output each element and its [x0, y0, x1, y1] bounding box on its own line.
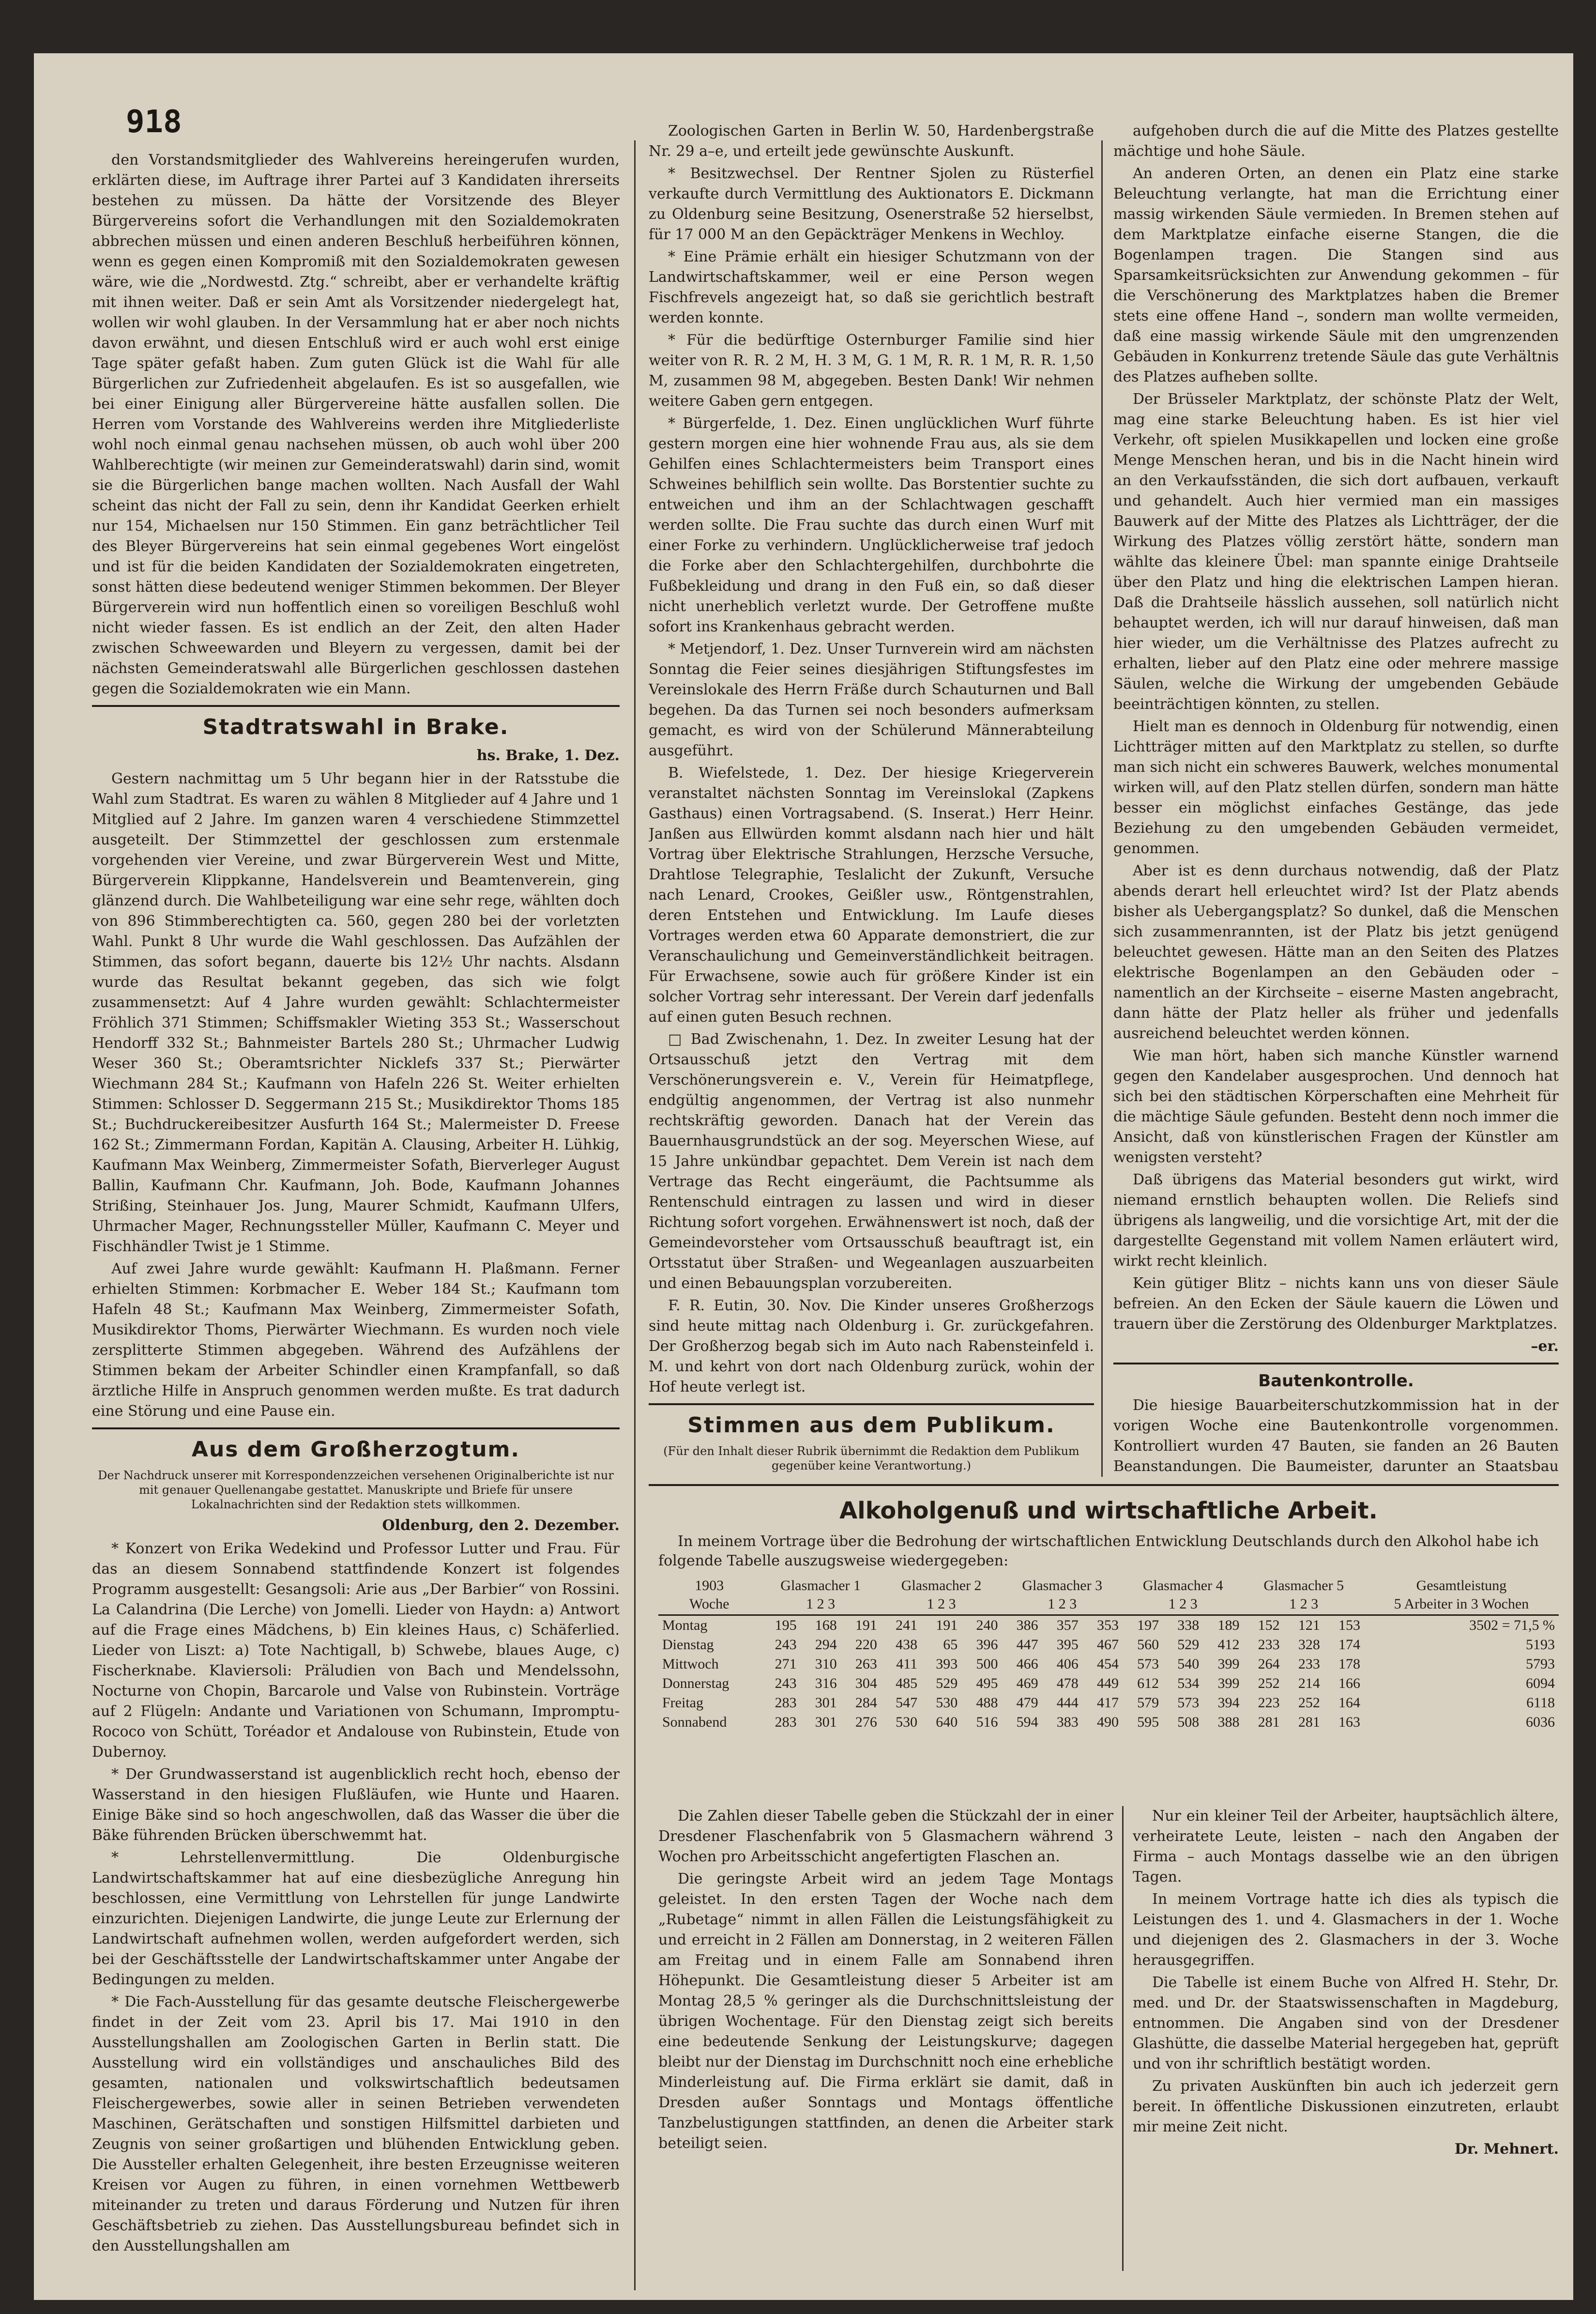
table-cell: 294 — [815, 1637, 837, 1653]
table-cell: 271 — [775, 1656, 797, 1672]
table-cell: 163 — [1338, 1714, 1360, 1730]
table-cell-day: Montag — [662, 1617, 708, 1633]
table-cell: 233 — [1258, 1637, 1280, 1653]
table-cell-total: 6118 — [1526, 1695, 1555, 1711]
alkohol-intro: In meinem Vortrage über die Bedrohung der wirtschaftlichen Entwicklung Deutschlands durch den Alkohol habe ich folgende Tabelle auszugsweise wiedergegeben: — [658, 1533, 1539, 1569]
paragraph: * Besitzwechsel. Der Rentner Sjolen zu Rüsterfiel verkaufte durch Vermittlung des Auktionators E. Dickmann zu Oldenburg seine Besitzung, Osenerstraße 52 hierselbst, für 17 000 M an den Gepäckträger Menkens in Wechloy. — [649, 165, 1094, 243]
table-cell: 281 — [1258, 1714, 1280, 1730]
table-cell: 197 — [1137, 1617, 1159, 1633]
table-cell: 240 — [976, 1617, 998, 1633]
table-cell-total: 5193 — [1526, 1637, 1555, 1653]
table-cell: 530 — [936, 1695, 958, 1711]
table-cell: 417 — [1096, 1695, 1119, 1711]
publikum-note: (Für den Inhalt dieser Rubrik übernimmt die Redaktion dem Publikum gegenüber keine Verantwortung.) — [663, 1444, 1079, 1472]
table-cell: 495 — [976, 1675, 998, 1691]
divider — [92, 1427, 620, 1429]
col1-intro — [92, 150, 620, 699]
table-cell: 357 — [1056, 1617, 1079, 1633]
alkohol-text-left — [658, 1806, 1113, 2271]
table-cell: 121 — [1298, 1617, 1320, 1633]
table-cell: 438 — [896, 1637, 918, 1653]
paragraph: Aber ist es denn durchaus notwendig, daß der Platz abends derart hell erleuchtet wird? Ist der Platz abends bisher als Uebergangsplatz? So dunkel, daß die Menschen sich zusammenrannten, ist der Platz bis jetzt genügend beleuchtet gewesen. Hätte man an den Seiten des Platzes elektrische Bogenlampen an den Gebäuden oder – namentlich an der Kirchseite – eiserne Masten angebracht, dann hätte der Platz heller als früher und jedenfalls ausreichend beleuchtet werden können. — [1113, 862, 1559, 1042]
publikum-heading: Stimmen aus dem Publikum. — [687, 1413, 1055, 1438]
brake-dateline: hs. Brake, 1. Dez. — [476, 747, 620, 764]
oldenburg-dateline: Oldenburg, den 2. Dezember. — [382, 1517, 620, 1534]
table-cell: 353 — [1096, 1617, 1119, 1633]
paragraph: Zoologischen Garten in Berlin W. 50, Hardenbergstraße Nr. 29 a–e, und erteilt jede gewünschte Auskunft. — [649, 123, 1094, 160]
table-cell: 284 — [855, 1695, 877, 1711]
alkohol-section — [658, 1496, 1559, 1732]
table-cell: 579 — [1137, 1695, 1159, 1711]
table-cell: 490 — [1096, 1714, 1119, 1730]
table-header-year: 1903 Woche — [658, 1576, 760, 1615]
paragraph: * Bürgerfelde, 1. Dez. Einen unglücklichen Wurf führte gestern morgen eine hier wohnende Frau aus, als sie dem Gehilfen eines Schlachtermeisters beim Transport eines Schweines behilflich sein wollte. Das Borstentier suchte zu entweichen und ihm an der Schlachtwagen geschafft werden sollte. Die Frau suchte das durch einen Wurf mit einer Forke zu verhindern. Unglücklicherweise traf jedoch die Forke aber den Schlachtergehilfen, durchbohrte die Fußbekleidung und drang in den Fuß ein, so daß dieser nicht unerheblich verletzt wurde. Der Getroffene mußte sofort ins Krankenhaus gebracht werden. — [649, 415, 1094, 635]
paragraph: * Für die bedürftige Osternburger Familie sind hier weiter von R. R. 2 M, H. 3 M, G. 1 M, R. R. 1 M, R. R. 1,50 M, zusammen 98 M, abgegeben. Besten Dank! Wir nehmen weitere Gaben gern entgegen. — [649, 332, 1094, 410]
table-cell: 220 — [855, 1637, 877, 1653]
bautenkontrolle-heading: Bautenkontrolle. — [1258, 1371, 1414, 1391]
table-cell-day: Mittwoch — [662, 1656, 719, 1672]
table-cell: 395 — [1056, 1637, 1079, 1653]
paragraph: Wie man hört, haben sich manche Künstler warnend gegen den Kandelaber ausgesprochen. Und dennoch hat sich bei den städtischen Körperschaften eine Mehrheit für die mächtige Säule gefunden. Besteht denn noch immer die Ansicht, daß von künstlerischen Fragen der Künstler am wenigsten versteht? — [1113, 1047, 1559, 1166]
table-cell: 301 — [815, 1714, 837, 1730]
table-cell: 479 — [1016, 1695, 1038, 1711]
paragraph: Daß übrigens das Material besonders gut wirkt, wird niemand ernstlich behaupten wollen. Die Reliefs sind übrigens als langweilig, und die vorsichtige Art, mit der die dargestellte Gegenstand mit vollem Namen erläutert wird, wirkt recht kleinlich. — [1113, 1171, 1559, 1270]
table-cell: 252 — [1258, 1675, 1280, 1691]
table-cell: 388 — [1217, 1714, 1240, 1730]
table-top-rule — [649, 1484, 1559, 1486]
table-cell: 534 — [1177, 1675, 1200, 1691]
paragraph: * Lehrstellenvermittlung. Die Oldenburgische Landwirtschaftskammer hat auf eine diesbezügliche Anregung hin beschlossen, eine Vermittlung von Lehrstellen für junge Landwirte einzurichten. Diejenigen Landwirte, die junge Leute zur Erlernung der Landwirtschaft aufnehmen wollen, werden aufgefordert werden, sich bei der Geschäftsstelle der Landwirtschaftskammer unter Angabe der Bedingungen zu melden. — [92, 1849, 620, 1988]
paragraph: An anderen Orten, an denen ein Platz eine starke Beleuchtung verlangte, hat man die Errichtung einer massig wirkenden Säule vermieden. In Bremen stehen auf dem Marktplatze einfache eiserne Stangen, die die Bogenlampen tragen. Die Stangen sind aus Sparsamkeitsrücksichten zur Anwendung gekommen – für die Verschönerung des Marktplatzes haben die Bremer stets eine offene Hand –, sondern man wollte vermeiden, daß eine massig wirkende Säule mit den umgrenzenden Gebäuden in Konkurrenz tretende Säule das gute Verhältnis des Platzes aufheben sollte. — [1113, 165, 1559, 385]
table-cell: 152 — [1258, 1617, 1280, 1633]
paragraph: Zu privaten Auskünften bin auch ich jederzeit gern bereit. In öffentliche Diskussionen einzutreten, erlaubt mir meine Zeit nicht. — [1133, 2078, 1559, 2135]
paragraph: den Vorstandsmitglieder des Wahlvereins hereingerufen wurden, erklärten diese, im Auftrage ihrer Partei auf 3 Kandidaten ihrerseits bestehen zu müssen. Da hätte der Vorsitzende des Bleyer Bürgervereins sofort die Verhandlungen mit den Sozialdemokraten abbrechen müssen und einen anderen Beschluß herbeiführen können, wenn es gegen einen Kompromiß mit den Sozialdemokraten gewesen wäre, wie die „Nordwestd. Ztg.“ schreibt, aber er verhandelte kräftig mit ihnen weiter. Daß er sein Amt als Vorsitzender niedergelegt hat, wollen wir wohl glauben. In der Versammlung hat er aber noch nichts davon erwähnt, und diesen Entschluß wird er auch wohl erst einige Tage später gefaßt haben. Zum guten Glück ist die Wahl für alle Bürgerlichen zur Zufriedenheit abgelaufen. Es ist so ausgefallen, wie bei einer Einigung aller Bürgervereine hätte ausfallen sollen. Die Herren vom Vorstande des Wahlvereins werden ihre Mitgliederliste wohl noch einmal genau nachsehen müssen, ob auch wohl über 200 Wahlberechtigte (wir meinen zur Gemeinderatswahl) darin sind, womit sie die Bürgerlichen bange machen wollten. Nach Ausfall der Wahl scheint das nicht der Fall zu sein, denn ihr Kandidat Geerken erhielt nur 154, Michaelsen nur 150 Stimmen. Ein ganz beträchtlicher Teil des Bleyer Bürgervereins hat sein einmal gegebenes Wort eingelöst und ist für die beiden Kandidaten der Sozialdemokraten eingetreten, sonst hätten diese bedeutend weniger Stimmen bekommen. Der Bleyer Bürgerverein wird nun hoffentlich einen so voreiligen Beschluß wohl nicht wieder fassen. Es ist endlich an der Zeit, den alten Hader zwischen Schweewarden und Bleyern zu vergessen, damit bei der nächsten Gemeinderatswahl alle Bürgerlichen geschlossen dastehen gegen die Sozialdemokraten wie ein Mann. — [92, 152, 620, 697]
table-cell: 153 — [1338, 1617, 1360, 1633]
table-cell: 508 — [1177, 1714, 1200, 1730]
column-1 — [92, 150, 620, 2290]
table-cell: 328 — [1298, 1637, 1320, 1653]
table-header-group: Glasmacher 4 1 2 3 — [1123, 1576, 1244, 1615]
column-2 — [649, 121, 1094, 1477]
table-row — [658, 1693, 1559, 1713]
column-rule — [1101, 140, 1103, 1477]
table-cell: 233 — [1298, 1656, 1320, 1672]
table-header-group: Glasmacher 5 1 2 3 — [1243, 1576, 1364, 1615]
alkohol-text-right — [1133, 1806, 1559, 2271]
paragraph: Die hiesige Bauarbeiterschutzkommission hat in der vorigen Woche eine Bautenkontrolle vorgenommen. Kontrolliert wurden 47 Bauten, sie fanden an 26 Bauten Beanstandungen. Die Baumeister, darunter an Staatsbau — [1113, 1397, 1559, 1475]
table-header-total: Gesamtleistung 5 Arbeiter in 3 Wochen — [1364, 1576, 1559, 1615]
paragraph: Gestern nachmittag um 5 Uhr begann hier in der Ratsstube die Wahl zum Stadtrat. Es waren zu wählen 8 Mitglieder auf 4 Jahre und 1 Mitglied auf 2 Jahre. Im ganzen waren 4 verschiedene Stimmzettel ausgeteilt. Der Stimmzettel der geschlossen zum erstenmale vorgehenden vier Vereine, und zwar Bürgerverein West und Mitte, Bürgerverein Klippkanne, Handelsverein und Beamtenverein, ging glänzend durch. Die Wahlbeteiligung war eine sehr rege, wählten doch von 896 Stimmberechtigten ca. 560, gegen 280 bei der vorletzten Wahl. Punkt 8 Uhr wurde die Wahl geschlossen. Das Aufzählen der Stimmen, das sofort begann, dauerte bis 12½ Uhr nachts. Alsdann wurde das Resultat bekannt gegeben, das sich wie folgt zusammensetzt: Auf 4 Jahre wurden gewählt: Schlachtermeister Fröhlich 371 Stimmen; Schiffsmakler Wieting 353 St.; Wasserschout Hendorff 332 St.; Bahnmeister Bartels 280 St.; Uhrmacher Ludwig Weser 360 St.; Oberamtsrichter Nicklefs 337 St.; Pierwärter Wiechmann 284 St.; Kaufmann von Hafeln 226 St. Weiter erhielten Stimmen: Schlosser D. Seggermann 215 St.; Musikdirektor Thoms 185 St.; Buchdruckereibesitzer Ausfurth 164 St.; Malermeister D. Freese 162 St.; Zimmermann Fordan, Kapitän A. Clausing, Arbeiter H. Lühkig, Kaufmann Max Weinberg, Zimmermeister Sofath, Bierverleger August Ballin, Kaufmann Chr. Kaufmann, Joh. Bode, Kaufmann Johannes Strißing, Steinhauer Jos. Jung, Maurer Schmidt, Kaufmann Ulfers, Uhrmacher Mager, Rechnungssteller Müller, Kaufmann C. Meyer und Fischhändler Twist je 1 Stimme. — [92, 770, 620, 1255]
paragraph: B. Wiefelstede, 1. Dez. Der hiesige Kriegerverein veranstaltet nächsten Sonntag im Vereinslokal (Zapkens Gasthaus) einen Vortragsabend. (S. Inserat.) Herr Heinr. Janßen aus Ellwürden kommt alsdann nach hier und hält Vortrag über Elektrische Strahlungen, Herzsche Versuche, Drahtlose Telegraphie, Teslalicht der Zukunft, Versuche nach Lenard, Crookes, Geißler usw., Röntgenstrahlen, deren Entstehen und Entwicklung. Im Laufe dieses Vortrages werden etwa 60 Apparate demonstriert, die zur Veranschaulichung und Gemeinverständlichkeit beitragen. Für Erwachsene, sowie auch für größere Kinder ist ein solcher Vortrag sehr interessant. Der Verein darf jedenfalls auf einen guten Besuch rechnen. — [649, 765, 1094, 1026]
table-cell: 65 — [943, 1637, 958, 1653]
table-cell: 393 — [936, 1656, 958, 1672]
table-cell: 529 — [936, 1675, 958, 1691]
table-cell: 469 — [1016, 1675, 1038, 1691]
table-row — [658, 1615, 1559, 1636]
table-cell-day: Freitag — [662, 1695, 703, 1711]
table-cell: 467 — [1096, 1637, 1119, 1653]
table-cell: 399 — [1217, 1656, 1240, 1672]
table-cell: 394 — [1217, 1695, 1240, 1711]
table-cell: 411 — [896, 1656, 918, 1672]
table-cell: 168 — [815, 1617, 837, 1633]
paragraph: Der Brüsseler Marktplatz, der schönste Platz der Welt, mag eine starke Beleuchtung haben. Es ist hier viel Verkehr, oft spielen Musikkapellen und locken eine große Menge Menschen heran, und bis in die Nacht hinein wird an den Verkaufsständen, die sich dort aufbauen, verkauft und gehandelt. Auch hier vermied man ein massiges Bauwerk auf der Mitte des Platzes als Lichtträger, der die Wirkung des Platzes völlig zerstört hätte, sondern man wählte das kleinere Übel: man spannte einige Drahtseile über den Platz und hing die elektrischen Lampen hieran. Daß die Drahtseile hässlich aussehen, soll natürlich nicht behauptet werden, ich will nur darauf hinweisen, daß man hier wieder, um die Verhältnisse des Platzes aufrecht zu erhalten, lieber auf den Platz eine oder mehrere massige Säulen, welche die Wirkung der umgebenden Gebäude beeinträchtigen könnten, zu stellen. — [1113, 391, 1559, 713]
table-header-group: Glasmacher 1 1 2 3 — [760, 1576, 881, 1615]
table-cell: 530 — [896, 1714, 918, 1730]
alkohol-signature: Dr. Mehnert. — [1454, 2141, 1559, 2158]
table-cell: 500 — [976, 1656, 998, 1672]
table-cell: 178 — [1338, 1656, 1360, 1672]
table-cell: 449 — [1096, 1675, 1119, 1691]
table-cell: 223 — [1258, 1695, 1280, 1711]
paragraph: * Metjendorf, 1. Dez. Unser Turnverein wird am nächsten Sonntag die Feier seines diesjährigen Stiftungsfestes im Vereinslokale des Herrn Fräße durch Schauturnen und Ball begehen. Da das Turnen sei noch besonders aufmerksam gemacht, es wird von der Schülerund Männerabteilung ausgeführt. — [649, 641, 1094, 759]
table-cell: 338 — [1177, 1617, 1200, 1633]
table-row — [658, 1713, 1559, 1732]
table-cell: 640 — [936, 1714, 958, 1730]
table-cell: 396 — [976, 1637, 998, 1653]
table-cell: 444 — [1056, 1695, 1079, 1711]
divider — [92, 705, 620, 707]
page-number: 918 — [126, 104, 182, 140]
table-cell: 316 — [815, 1675, 837, 1691]
table-cell: 195 — [775, 1617, 797, 1633]
table-cell: 488 — [976, 1695, 998, 1711]
table-cell: 264 — [1258, 1656, 1280, 1672]
table-cell: 301 — [815, 1695, 837, 1711]
table-cell-total: 3502 = 71,5 % — [1469, 1617, 1555, 1633]
paragraph: Die Zahlen dieser Tabelle geben die Stückzahl der in einer Dresdener Flaschenfabrik von 5 Glasmachern während 3 Wochen pro Arbeitsschicht angefertigten Flaschen an. — [658, 1808, 1113, 1865]
paragraph: In meinem Vortrage hatte ich dies als typisch die Leistungen des 1. und 4. Glasmachers in der 1. Woche und diejenigen des 2. Glasmachers in der 3. Woche herausgegriffen. — [1133, 1891, 1559, 1969]
table-cell: 383 — [1056, 1714, 1079, 1730]
table-cell: 412 — [1217, 1637, 1240, 1653]
paragraph: Die geringste Arbeit wird an jedem Tage Montags geleistet. In den ersten Tagen der Woche nach dem „Rubetage“ nimmt in allen Fällen die Leistungsfähigkeit zu und erreicht in 2 Fällen am Donnerstag, in 2 weiteren Fällen am Freitag und in einem Falle am Sonnabend ihren Höhepunkt. Die Gesamtleistung dieser 5 Arbeiter ist am Montag 28,5 % geringer als die Durchschnittsleistung der übrigen Wochentage. Für den Dienstag zeigt sich bereits eine bedeutende Senkung der Leistungskurve; dagegen bleibt nur der Dienstag im Durchschnitt noch eine erhebliche Minderleistung auf. Die Firma erklärt sie damit, daß in Dresden außer Sonntags und Montags öffentliche Tanzbelustigungen stattfinden, an denen die Arbeiter stark beteiligt seien. — [658, 1870, 1113, 2152]
table-header-group: Glasmacher 2 1 2 3 — [881, 1576, 1002, 1615]
table-cell: 516 — [976, 1714, 998, 1730]
brake-heading: Stadtratswahl in Brake. — [202, 715, 509, 739]
paragraph: * Die Fach-Ausstellung für das gesamte deutsche Fleischergewerbe findet in der Zeit vom 23. April bis 17. Mai 1910 in den Ausstellungshallen am Zoologischen Garten in Berlin statt. Die Ausstellung wird ein vollständiges und anschauliches Bild des gesamten, nationalen und volkswirtschaftlich bedeutsamen Fleischergewerbes, sowie aller in seinen Betrieben verwendeten Maschinen, Gerätschaften und sonstigen Hilfsmittel darbieten und Zeugnis von seiner großartigen und blühenden Entwicklung geben. Die Aussteller erhalten Gelegenheit, ihre besten Erzeugnisse weiteren Kreisen vor Augen zu führen, in einen vornehmen Wettbewerb miteinander zu treten und daraus Förderung und Nutzen für ihren Geschäftsbetrieb zu ziehen. Das Ausstellungsbureau befindet sich in den Ausstellungshallen am — [92, 1993, 620, 2254]
table-cell: 399 — [1217, 1675, 1240, 1691]
paragraph: * Der Grundwasserstand ist augenblicklich recht hoch, ebenso der Wasserstand in den hiesigen Flußläufen, wie Hunte und Haaren. Einige Bäke sind so hoch angeschwollen, daß das Wasser die über die Bäke führenden Brücken überschwemmt hat. — [92, 1766, 620, 1844]
paragraph: Nur ein kleiner Teil der Arbeiter, hauptsächlich ältere, verheiratete Leute, leisten – nach den Angaben der Firma – auch Montags dasselbe wie an den übrigen Tagen. — [1133, 1808, 1559, 1885]
paragraph: * Eine Prämie erhält ein hiesiger Schutzmann von der Landwirtschaftskammer, weil er eine Person wegen Fischfrevels angezeigt hat, so daß sie gerichtlich bestraft werden konnte. — [649, 248, 1094, 326]
table-cell: 276 — [855, 1714, 877, 1730]
table-body — [658, 1615, 1559, 1732]
table-cell: 214 — [1298, 1675, 1320, 1691]
table-cell: 191 — [855, 1617, 877, 1633]
table-cell: 243 — [775, 1637, 797, 1653]
table-cell: 243 — [775, 1675, 797, 1691]
table-cell: 281 — [1298, 1714, 1320, 1730]
table-cell: 406 — [1056, 1656, 1079, 1672]
table-cell: 310 — [815, 1656, 837, 1672]
paragraph: Auf zwei Jahre wurde gewählt: Kaufmann H. Plaßmann. Ferner erhielten Stimmen: Korbmacher E. Weber 184 St.; Kaufmann tom Hafeln 48 St.; Kaufmann Max Weinberg, Zimmermeister Sofath, Musikdirektor Thoms, Pierwärter Wiechmann. Es wurden noch viele zersplitterte Stimmen abgegeben. Während des Aufzählens der Stimmen bekam der Arbeiter Schindler einen Krampfanfall, so daß ärztliche Hilfe in Anspruch genommen werden mußte. Es trat dadurch eine Störung und eine Pause ein. — [92, 1260, 620, 1420]
table-row — [658, 1674, 1559, 1693]
table-cell: 191 — [936, 1617, 958, 1633]
paragraph: Die Tabelle ist einem Buche von Alfred H. Stehr, Dr. med. und Dr. der Staatswissenschaften in Magdeburg, entnommen. Die Angaben sind von der Dresdener Glashütte, die dasselbe Material hergegeben hat, geprüft und von ihr schriftlich bestätigt worden. — [1133, 1974, 1559, 2072]
table-cell: 166 — [1338, 1675, 1360, 1691]
table-header-group: Glasmacher 3 1 2 3 — [1002, 1576, 1123, 1615]
table-cell: 594 — [1016, 1714, 1038, 1730]
table-cell: 540 — [1177, 1656, 1200, 1672]
grossherzogtum-heading: Aus dem Großherzogtum. — [191, 1437, 520, 1462]
reprint-note: Der Nachdruck unserer mit Korrespondenzzeichen versehenen Originalberichte ist nur mit genauer Quellenangabe gestattet. Manuskripte und Briefe für unsere Lokalnachrichten sind der Redaktion stets willkommen. — [98, 1469, 614, 1511]
table-cell: 164 — [1338, 1695, 1360, 1711]
table-cell: 283 — [775, 1714, 797, 1730]
table-row — [658, 1655, 1559, 1674]
table-cell: 241 — [896, 1617, 918, 1633]
table-cell: 560 — [1137, 1637, 1159, 1653]
table-cell: 252 — [1298, 1695, 1320, 1711]
alkohol-heading: Alkoholgenuß und wirtschaftliche Arbeit. — [839, 1497, 1378, 1524]
table-cell: 304 — [855, 1675, 877, 1691]
table-cell: 547 — [896, 1695, 918, 1711]
column-3 — [1113, 121, 1559, 1477]
table-cell: 263 — [855, 1656, 877, 1672]
table-cell-total: 6094 — [1526, 1675, 1555, 1691]
paragraph: □ Bad Zwischenahn, 1. Dez. In zweiter Lesung hat der Ortsausschuß jetzt den Vertrag mit dem Verschönerungsverein e. V., Verein für Heimatpflege, endgültig angenommen, der Vertrag ist also nunmehr rechtskräftig geworden. Danach hat der Verein das Bauernhausgrundstück an der sog. Meyerschen Wiese, auf 15 Jahre unkündbar gepachtet. Dem Verein ist nach dem Vertrage das Recht eingeräumt, die Pachtsumme als Rentenschuld eintragen zu lassen und wird in dieser Richtung sofort vorgehen. Erwähnenswert ist noch, daß der Gemeindevorsteher vom Ortsausschuß beauftragt ist, ein Ortsstatut über Straßen- und Wegeanlagen auszuarbeiten und einen Bebauungsplan vorzubereiten. — [649, 1031, 1094, 1292]
table-cell: 466 — [1016, 1656, 1038, 1672]
column-rule — [1122, 1806, 1124, 2271]
table-cell: 454 — [1096, 1656, 1119, 1672]
table-cell: 283 — [775, 1695, 797, 1711]
newspaper-page — [34, 53, 1573, 2300]
paragraph: Hielt man es dennoch in Oldenburg für notwendig, einen Lichtträger mitten auf den Marktplatz zu stellen, so durfte man sich nicht ein schweres Bauwerk, welches monumental wirken will, auf den Platz stellen dürfen, sondern man hätte besser ein möglichst einfaches Gestänge, das jede Beziehung zu den umgebenden Gebäuden vermeidet, genommen. — [1113, 718, 1559, 857]
divider — [649, 1403, 1094, 1405]
table-cell: 478 — [1056, 1675, 1079, 1691]
table-cell-day: Sonnabend — [662, 1714, 727, 1730]
table-cell: 174 — [1338, 1637, 1360, 1653]
table-cell: 447 — [1016, 1637, 1038, 1653]
article-signature: –er. — [1531, 1338, 1559, 1355]
table-cell: 595 — [1137, 1714, 1159, 1730]
paragraph: F. R. Eutin, 30. Nov. Die Kinder unseres Großherzogs sind heute mittag nach Oldenburg i. Gr. zurückgefahren. Der Großherzog begab sich im Auto nach Rabensteinfeld i. M. und kehrt von dort nach Oldenburg zurück, wohin der Hof heute verlegt ist. — [649, 1297, 1094, 1395]
table-cell: 529 — [1177, 1637, 1200, 1653]
table-cell-day: Dienstag — [662, 1637, 714, 1653]
divider — [1113, 1363, 1559, 1364]
table-cell: 573 — [1137, 1656, 1159, 1672]
table-cell-day: Donnerstag — [662, 1675, 730, 1691]
table-cell: 386 — [1016, 1617, 1038, 1633]
paragraph: Kein gütiger Blitz – nichts kann uns von dieser Säule befreien. An den Ecken der Säule kauern die Löwen und trauern über die Zerstörung des Oldenburger Marktplatzes. — [1113, 1275, 1559, 1333]
paragraph: * Konzert von Erika Wedekind und Professor Lutter und Frau. Für das an diesem Sonnabend stattfindende Konzert ist folgendes Programm ausgestellt: Gesangsoli: Arie aus „Der Barbier“ von Rossini. La Calandrina (Die Lerche) von Jomelli. Lieder von Haydn: a) Antwort auf die Frage eines Mädchens, b) Ein kleines Haus, c) Schäferlied. Lieder von Liszt: a) Tote Nachtigall, b) Schwebe, blaues Auge, c) Fischerknabe. Klaviersoli: Präludien von Bach und Mendelssohn, Nocturne von Chopin, Barcarole und Valse von Rubinstein. Vorträge auf 2 Flügeln: Andante und Variationen von Schumann, Impromptu-Rococo von Schütt, Toréador et Andalouse von Rubinstein, Etude von Dubernoy. — [92, 1540, 620, 1761]
table-cell-total: 5793 — [1526, 1656, 1555, 1672]
table-cell: 612 — [1137, 1675, 1159, 1691]
glasmacher-table — [658, 1576, 1559, 1732]
alkohol-text — [658, 1806, 1559, 2290]
table-cell: 485 — [896, 1675, 918, 1691]
table-cell: 573 — [1177, 1695, 1200, 1711]
table-cell: 189 — [1217, 1617, 1240, 1633]
paragraph: aufgehoben durch die auf die Mitte des Platzes gestellte mächtige und hohe Säule. — [1113, 123, 1559, 160]
table-cell-total: 6036 — [1526, 1714, 1555, 1730]
column-rule — [634, 140, 636, 2290]
table-row — [658, 1635, 1559, 1655]
